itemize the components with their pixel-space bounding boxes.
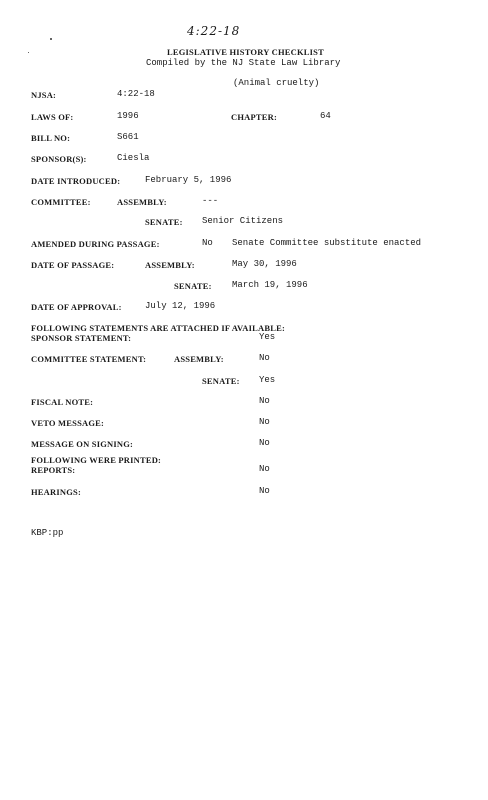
message-on-signing-label: MESSAGE ON SIGNING: [31,439,134,449]
laws-of-label: LAWS OF: [31,112,74,122]
subject-note: (Animal cruelty) [233,78,320,88]
sponsor-label: SPONSOR(S): [31,154,87,164]
bill-no-label: BILL NO: [31,133,71,143]
committee-statement-senate-label: SENATE: [202,376,240,386]
handwritten-number: 4:22-18 [187,24,241,38]
amended-note: Senate Committee substitute enacted [232,238,422,248]
committee-senate-value: Senior Citizens [202,216,284,226]
amended-value: No [202,238,213,248]
passage-senate-label: SENATE: [174,281,212,291]
reports-value: No [259,464,270,474]
chapter-value: 64 [320,111,331,121]
date-of-approval-label: DATE OF APPROVAL: [31,302,122,312]
committee-statement-assembly-value: No [259,353,270,363]
committee-statement-assembly-label: ASSEMBLY: [174,354,224,364]
fiscal-note-value: No [259,396,270,406]
committee-statement-label: COMMITTEE STATEMENT: [31,354,147,364]
passage-assembly-value: May 30, 1996 [232,259,297,269]
passage-senate-value: March 19, 1996 [232,280,308,290]
sponsor-statement-value: Yes [259,332,276,342]
veto-message-value: No [259,417,270,427]
hearings-value: No [259,486,270,496]
passage-assembly-label: ASSEMBLY: [145,260,195,270]
veto-message-label: VETO MESSAGE: [31,418,105,428]
date-of-approval-value: July 12, 1996 [145,301,216,311]
hearings-label: HEARINGS: [31,487,81,497]
laws-of-value: 1996 [117,111,139,121]
amended-label: AMENDED DURING PASSAGE: [31,239,160,249]
fiscal-note-label: FISCAL NOTE: [31,397,94,407]
printed-heading: FOLLOWING WERE PRINTED: [31,455,162,465]
committee-assembly-label: ASSEMBLY: [117,197,167,207]
date-of-passage-label: DATE OF PASSAGE: [31,260,115,270]
date-introduced-value: February 5, 1996 [145,175,232,185]
message-on-signing-value: No [259,438,270,448]
committee-assembly-value: --- [202,196,219,206]
scan-speck [28,52,29,53]
reports-label: REPORTS: [31,465,76,475]
footer-initials: KBP:pp [31,528,64,538]
bill-no-value: S661 [117,132,139,142]
committee-statement-senate-value: Yes [259,375,276,385]
sponsor-value: Ciesla [117,153,150,163]
date-introduced-label: DATE INTRODUCED: [31,176,121,186]
njsa-label: NJSA: [31,90,57,100]
committee-senate-label: SENATE: [145,217,183,227]
scan-speck [50,38,52,40]
document-subtitle: Compiled by the NJ State Law Library [146,58,341,68]
committee-label: COMMITTEE: [31,197,91,207]
document-title: LEGISLATIVE HISTORY CHECKLIST [167,47,324,57]
njsa-value: 4:22-18 [117,89,155,99]
chapter-label: CHAPTER: [231,112,277,122]
sponsor-statement-label: SPONSOR STATEMENT: [31,333,132,343]
statements-heading: FOLLOWING STATEMENTS ARE ATTACHED IF AVAILABLE: [31,323,285,333]
